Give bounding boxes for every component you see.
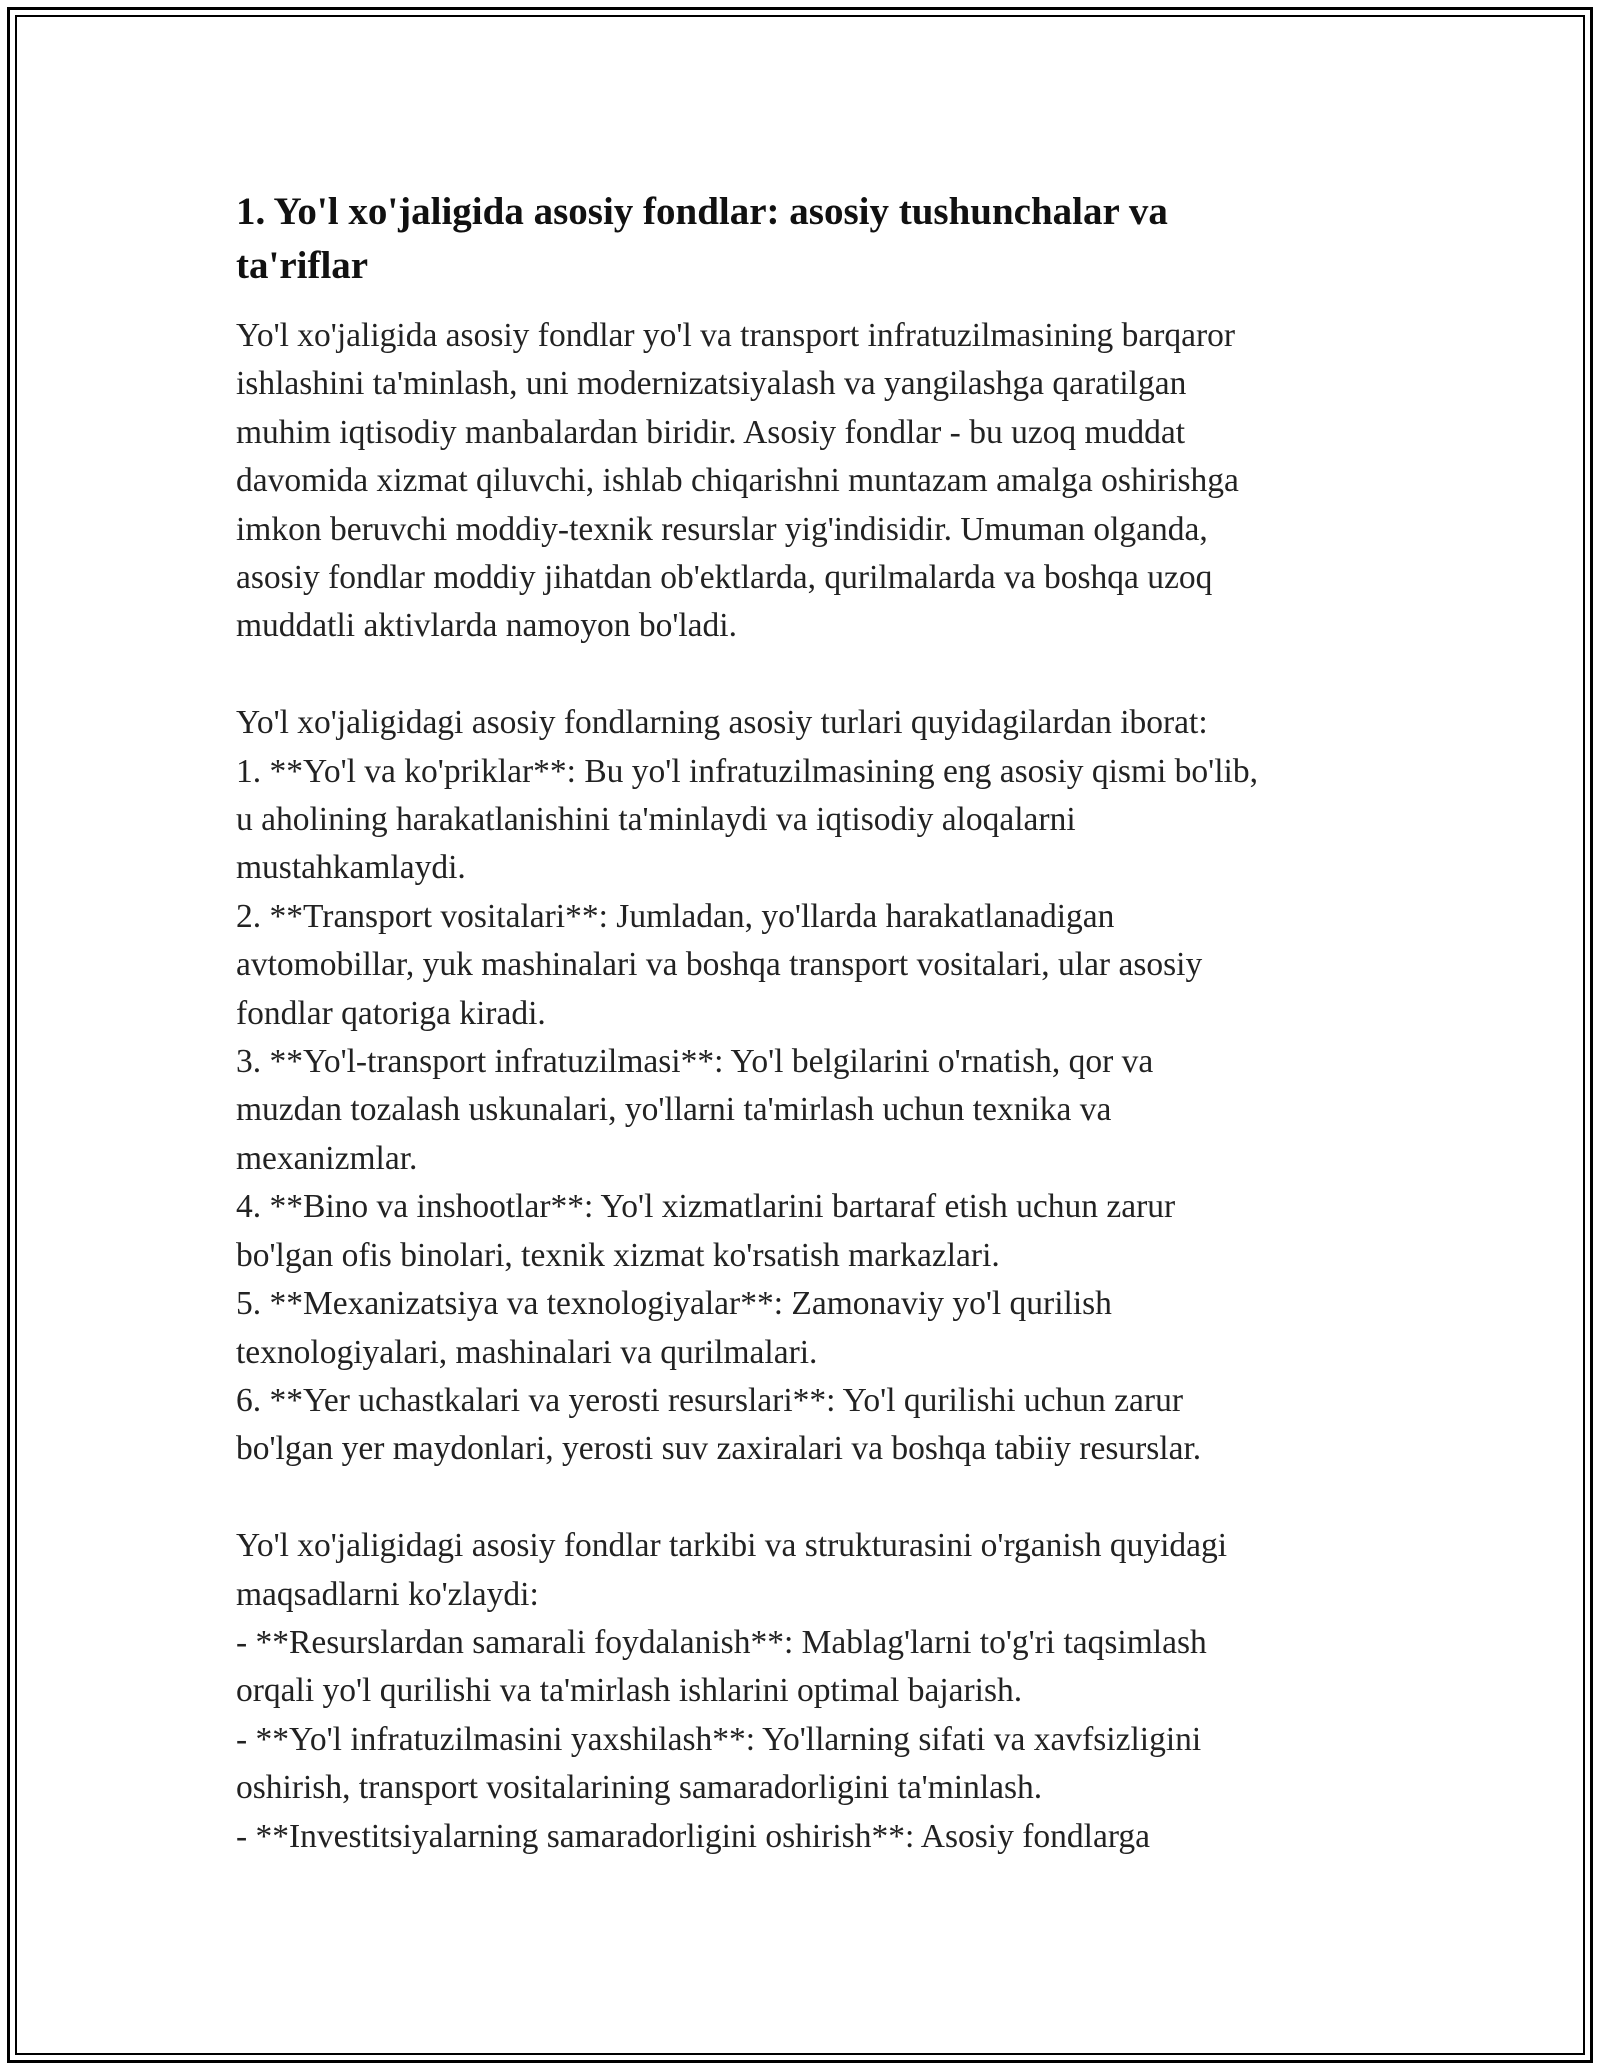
list-item-line: 3. **Yo'l-transport infratuzilmasi**: Yo'l belgilarini o'rnatish, qor va: [236, 1043, 1154, 1081]
paragraph-intro: [236, 312, 1396, 651]
list-item-line: - **Investitsiyalarning samaradorligini oshirish**: Asosiy fondlarga: [236, 1817, 1150, 1855]
list-item-line: 2. **Transport vositalari**: Jumladan, yo'llarda harakatlanadigan: [236, 897, 1115, 935]
text-line: ishlashini ta'minlash, uni modernizatsiyalash va yangilashga qaratilgan: [236, 365, 1187, 403]
list-item-line: 1. **Yo'l va ko'priklar**: Bu yo'l infratuzilmasining eng asosiy qismi bo'lib,: [236, 752, 1258, 790]
body-text: [236, 312, 1396, 1861]
list-item-line: mustahkamlaydi.: [236, 849, 466, 887]
paragraph-gap: [236, 651, 1396, 699]
text-line: davomida xizmat qiluvchi, ishlab chiqarishni muntazam amalga oshirishga: [236, 462, 1239, 500]
paragraph-goals: [236, 1522, 1396, 1861]
paragraph-fund-types: [236, 699, 1396, 1474]
list-item-line: u aholining harakatlanishini ta'minlaydi va iqtisodiy aloqalarni: [236, 801, 1076, 839]
list-item-line: 6. **Yer uchastkalari va yerosti resurslari**: Yo'l qurilishi uchun zarur: [236, 1381, 1183, 1419]
heading-line: ta'riflar: [236, 244, 369, 287]
list-item-line: texnologiyalari, mashinalari va qurilmalari.: [236, 1333, 818, 1371]
heading-line: 1. Yo'l xo'jaligida asosiy fondlar: asosiy tushunchalar va: [236, 190, 1168, 233]
list-item-line: - **Resurslardan samarali foydalanish**: Mablag'larni to'g'ri taqsimlash: [236, 1623, 1207, 1661]
list-item-line: bo'lgan yer maydonlari, yerosti suv zaxiralari va boshqa tabiiy resurslar.: [236, 1430, 1202, 1468]
list-item-line: fondlar qatoriga kiradi.: [236, 994, 546, 1032]
list-item-line: 5. **Mexanizatsiya va texnologiyalar**: Zamonaviy yo'l qurilish: [236, 1285, 1112, 1323]
list-item-line: muzdan tozalash uskunalari, yo'llarni ta'mirlash uchun texnika va: [236, 1091, 1112, 1129]
list-item-line: - **Yo'l infratuzilmasini yaxshilash**: Yo'llarning sifati va xavfsizligini: [236, 1720, 1202, 1758]
text-line: asosiy fondlar moddiy jihatdan ob'ektlarda, qurilmalarda va boshqa uzoq: [236, 559, 1213, 597]
text-line: imkon beruvchi moddiy-texnik resurslar yig'indisidir. Umuman olganda,: [236, 510, 1208, 548]
list-item-line: orqali yo'l qurilishi va ta'mirlash ishlarini optimal bajarish.: [236, 1672, 1023, 1710]
list-item-line: bo'lgan ofis binolari, texnik xizmat ko'rsatish markazlari.: [236, 1236, 1000, 1274]
text-line: Yo'l xo'jaligidagi asosiy fondlarning asosiy turlari quyidagilardan iborat:: [236, 704, 1208, 742]
text-line: Yo'l xo'jaligidagi asosiy fondlar tarkibi va strukturasini o'rganish quyidagi: [236, 1527, 1228, 1565]
list-item-line: mexanizmlar.: [236, 1139, 418, 1177]
text-line: maqsadlarni ko'zlaydi:: [236, 1575, 539, 1613]
list-item-line: oshirish, transport vositalarining samaradorligini ta'minlash.: [236, 1769, 1043, 1807]
section-heading: [236, 185, 1396, 293]
text-line: Yo'l xo'jaligida asosiy fondlar yo'l va transport infratuzilmasining barqaror: [236, 317, 1236, 354]
document-content: [236, 185, 1396, 1861]
paragraph-gap: [236, 1474, 1396, 1522]
list-item-line: avtomobillar, yuk mashinalari va boshqa transport vositalari, ular asosiy: [236, 946, 1203, 984]
text-line: muddatli aktivlarda namoyon bo'ladi.: [236, 607, 737, 645]
text-line: muhim iqtisodiy manbalardan biridir. Asosiy fondlar - bu uzoq muddat: [236, 413, 1186, 451]
list-item-line: 4. **Bino va inshootlar**: Yo'l xizmatlarini bartaraf etish uchun zarur: [236, 1188, 1176, 1226]
